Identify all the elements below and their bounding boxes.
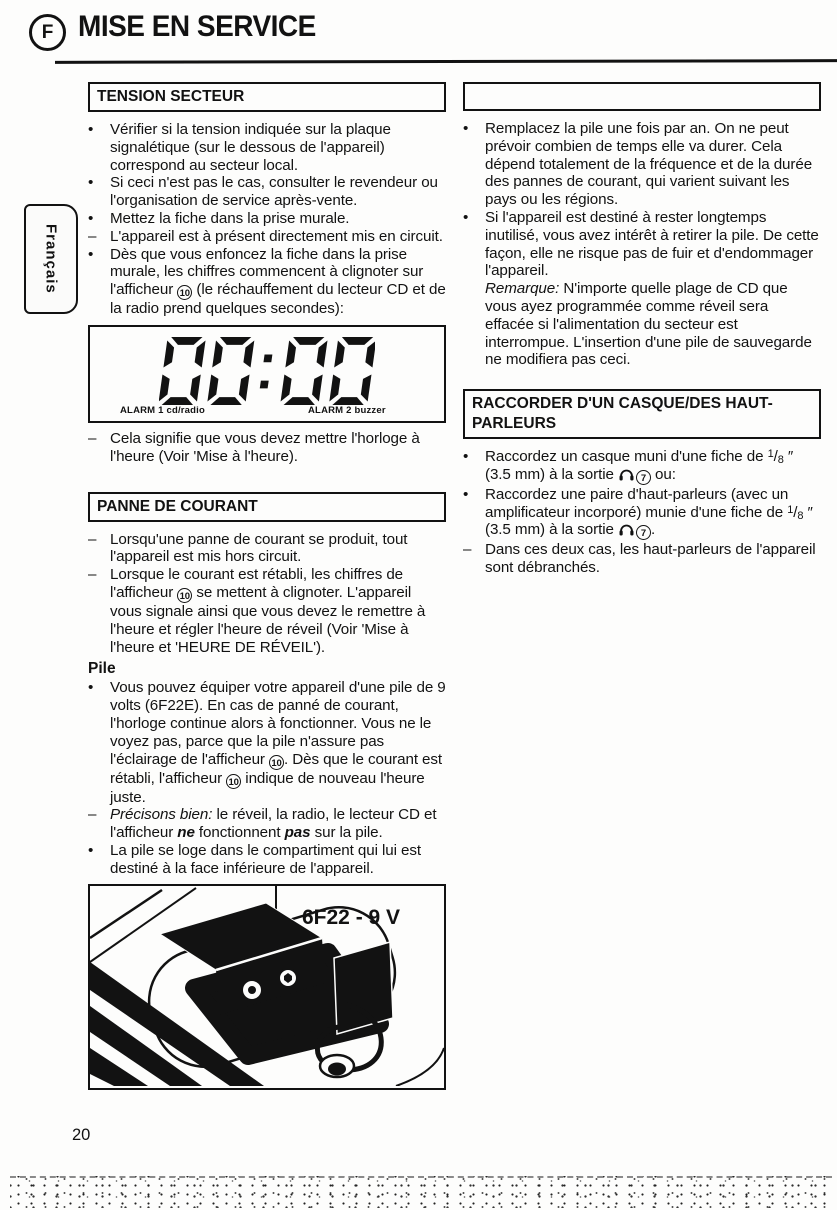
paragraph [110,246,446,318]
paragraph [110,679,446,806]
bullet-marker: • [463,208,469,226]
paragraph [485,280,821,369]
paragraph [110,430,446,466]
paragraph [485,541,821,577]
circled-ref-10: 10 [269,755,284,770]
page-title: MISE EN SERVICE [78,10,316,43]
text-run: Lorsque le courant est rétabli, les chiffres de l'afficheur [110,566,404,601]
text-run: Si ceci n'est pas le cas, consulter le revendeur ou l'organisation de service après-vente. [110,174,438,210]
text-run: (le réchauffement du lecteur CD et de la radio prend quelques secondes): [110,281,446,318]
text-run: ou: [650,465,676,483]
text-run-italic: Remarque: [485,280,560,298]
list-item [463,448,821,486]
circled-ref-7: 7 [636,525,651,540]
text-run: se mettent à clignoter. L'appareil vous signale ainsi que vous devez le remettre à l'heure et régler l'heure de réveil (Voir 'Mise à l'heure et 'HEURE DE RÉVEIL'). [110,583,426,656]
list-item [88,531,446,567]
bullet-marker: • [463,448,469,466]
text-run: Vous pouvez équiper votre appareil d'une pile de 9 volts (6F22E). En cas de panné de courant, l'horloge continue alors à fonctionner. Vous ne le voyez pas, parce que la pile n'assure pas l'éclairage de l'afficheur [110,679,446,768]
left-column [88,82,446,1090]
list-item [88,806,446,842]
language-side-tab [24,204,78,314]
bullet-marker: • [463,485,469,503]
bullet-marker: • [88,841,94,859]
text-run: Dans ces deux cas, les haut-parleurs de l'appareil sont débranchés. [485,541,816,576]
list-item [463,486,821,541]
circled-ref-10: 10 [226,774,241,789]
text-run-bold-italic: pas [284,824,311,842]
text-run: fonctionnent [194,824,285,842]
bullet-marker: • [463,120,469,137]
list-item [88,679,446,806]
paragraph [110,531,446,567]
headphone-icon [619,523,634,541]
bullet-marker: • [88,121,94,138]
text-run: . Dès que le courant est rétabli, l'afficheur [110,750,443,787]
fraction-slash: / [793,503,798,521]
circled-letter-f [29,14,66,51]
text-run: N'importe quelle plage de CD que vous ayez programmée comme réveil sera effacée si l'alimentation du secteur est interrompue. L'insertion d'une pile de sauvegarde ne modifiera pas ceci. [485,280,812,369]
text-run: Lorsqu'une panne de courant se produit, tout l'appareil est mis hors circuit. [110,530,408,566]
list-item [88,210,446,228]
paragraph [110,121,446,174]
seven-segment-time-00-00 [159,336,375,406]
bullet-marker: • [88,174,94,192]
section-heading-raccorder-casque: RACCORDER D'UN CASQUE/DES HAUT-PARLEURS [463,389,821,439]
paragraph [110,228,446,246]
list-item [88,430,446,466]
list-item-continuation [463,280,821,369]
lang-badge-letter: F [41,21,54,43]
fraction-numerator: 1 [767,448,774,461]
bullet-marker: • [88,245,94,263]
text-run: Raccordez un casque muni d'une fiche de [485,448,768,466]
list-item [88,174,446,210]
section-heading-tension-secteur: TENSION SECTEUR [88,82,446,112]
scan-noise-band [10,1176,832,1208]
side-tab-label: Français [42,224,60,294]
paragraph [110,174,446,210]
text-run: Cela signifie que vous devez mettre l'horloge à l'heure (Voir 'Mise à l'heure). [110,429,420,465]
fraction-slash: / [773,448,778,466]
dash-marker: – [88,566,97,584]
battery-illustration [90,886,444,1086]
text-run-bold-italic: ne [177,824,195,842]
paragraph [485,486,821,541]
section-heading-empty [463,82,821,111]
paragraph [110,566,446,656]
right-column [463,82,821,577]
paragraph [485,448,821,486]
text-run: le réveil, la radio, le lecteur CD et l'afficheur [110,806,437,842]
empty-marker [463,280,485,369]
text-run: Dès que vous enfoncez la fiche dans la prise murale, les chiffres commencent à clignoter sur l'afficheur [110,245,424,299]
text-run: Vérifier si la tension indiquée sur la plaque signalétique (sur le dessous de l'appareil) correspond au secteur local. [110,121,391,174]
text-run: L'appareil est à présent directement mis en circuit. [110,227,443,245]
list-item [88,246,446,318]
header-divider [55,59,837,64]
list-item [88,228,446,246]
dash-marker: – [88,806,97,824]
bullet-marker: • [88,679,94,697]
text-run: Si l'appareil est destiné à rester longtemps inutilisé, vous avez intérêt à retirer la pile. De cette façon, elle ne risque pas de fuir et d'endommager l'appareil. [485,208,819,280]
list-item [88,566,446,656]
text-run: Raccordez une paire d'haut-parleurs (avec un amplificateur incorporé) munie d'une fiche de [485,485,789,521]
paragraph [110,210,446,228]
list-item [88,842,446,878]
paragraph [485,120,821,209]
battery-type-label: 6F22 - 9 V [302,905,401,929]
alarm2-label: ALARM 2 buzzer [308,404,386,416]
text-run: Mettez la fiche dans la prise murale. [110,209,350,227]
dash-marker: – [88,429,97,447]
dash-marker: – [88,530,97,548]
headphone-icon [619,468,634,486]
paragraph [110,806,446,842]
text-run: ″ (3.5 mm) à la sortie [485,448,794,483]
clock-display-figure [88,325,446,423]
text-run: ″ (3.5 mm) à la sortie [485,503,813,539]
fraction-denominator: 8 [797,509,804,522]
section-heading-panne-de-courant: PANNE DE COURANT [88,492,446,522]
text-run: Remplacez la pile une fois par an. On ne peut prévoir combien de temps elle va durer. Cela dépend totalement de la fréquence et de la durée des pannes de courant, qui varient suivant les pays ou les régions. [485,120,813,209]
text-run-italic: Précisons bien: [110,806,213,824]
text-run: . [650,521,656,539]
bullet-marker: • [88,209,94,227]
fraction-numerator: 1 [787,503,794,516]
text-run: La pile se loge dans le compartiment qui lui est destiné à la face inférieure de l'appareil. [110,841,421,877]
dash-marker: – [88,227,97,245]
subheading-pile: Pile [88,660,116,678]
page-number: 20 [72,1126,91,1144]
circled-ref-10: 10 [177,588,192,603]
list-item [88,121,446,174]
list-item [463,541,821,577]
paragraph [485,209,821,280]
paragraph [110,842,446,878]
list-item [463,120,821,209]
text-run: indique de nouveau l'heure juste. [110,769,425,806]
circled-ref-10: 10 [177,285,192,300]
list-item [463,209,821,280]
dash-marker: – [463,541,472,559]
battery-illustration-figure [88,884,446,1090]
circled-ref-7: 7 [636,470,651,485]
text-run: sur la pile. [310,824,383,842]
fraction-denominator: 8 [777,454,784,467]
alarm1-label: ALARM 1 cd/radio [120,404,206,416]
